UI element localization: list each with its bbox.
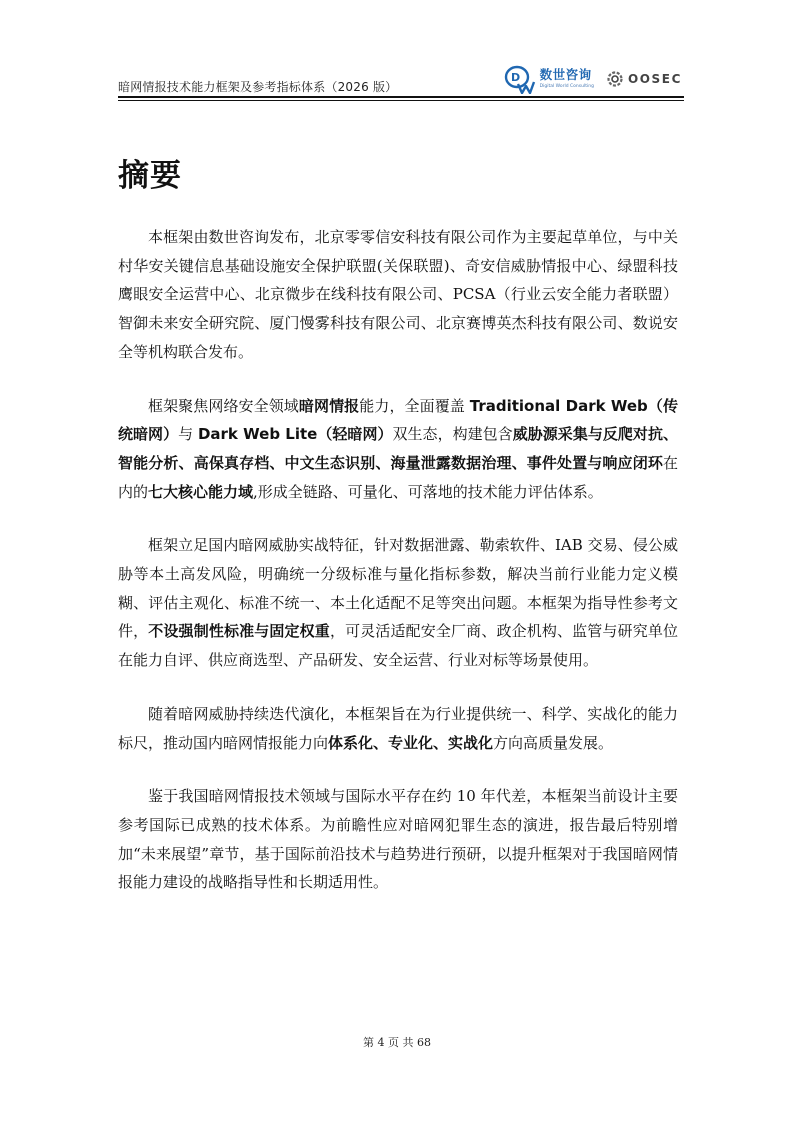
bold-text: 七大核心能力域 <box>148 482 254 501</box>
shushi-logo-subtitle: Digital World Consulting <box>539 83 594 89</box>
shushi-logo-name: 数世咨询 <box>539 67 592 82</box>
header-logos <box>504 62 682 96</box>
oosec-logo <box>606 70 682 88</box>
paragraph-text: ,形成全链路、可量化、可落地的技术能力评估体系。 <box>253 482 603 501</box>
bold-text: Traditional Dark Web（传统暗网） <box>118 396 678 444</box>
paragraph-text: 双生态，构建包含 <box>392 425 513 444</box>
abstract-paragraph <box>118 531 678 675</box>
shushi-logo-icon <box>504 64 538 94</box>
oosec-gear-icon <box>606 70 624 88</box>
bold-text: 体系化、专业化、实战化 <box>328 733 494 752</box>
abstract-body <box>118 223 678 897</box>
document-title: 暗网情报技术能力框架及参考指标体系（2026 版） <box>118 80 398 94</box>
paragraph-text: 本框架由数世咨询发布，北京零零信安科技有限公司作为主要起草单位，与中关村华安关键信息基础设施安全保护联盟(关保联盟)、奇安信威胁情报中心、绿盟科技鹰眼安全运营中心、北京微步在线科技有限公司、PCSA（行业云安全能力者联盟）智御未来安全研究院、厦门慢雾科技有限公司、北京赛博英杰科技有限公司、数说安全等机构联合发布。 <box>118 228 678 361</box>
paragraph-text: 框架立足国内暗网威胁实战特征，针对数据泄露、勒索软件、IAB 交易、侵公威胁等本土高发风险，明确统一分级标准与量化指标参数，解决当前行业能力定义模糊、评估主观化、标准不统一、本土化适配不足等突出问题。本框架为指导性参考文件， <box>118 536 678 641</box>
paragraph-text: 在内的 <box>118 453 678 501</box>
paragraph-text: ，可灵活适配安全厂商、政企机构、监管与研究单位在能力自评、供应商选型、产品研发、安全运营、行业对标等场景使用。 <box>118 622 678 670</box>
shushi-logo <box>504 64 594 94</box>
paragraph-text: 鉴于我国暗网情报技术领域与国际水平存在约 10 年代差，本框架当前设计主要参考国际已成熟的技术体系。为前瞻性应对暗网犯罪生态的演进，报告最后特别增加“未来展望”章节，基于国际前沿技术与趋势进行预研，以提升框架对于我国暗网情报能力建设的战略指导性和长期适用性。 <box>118 787 678 892</box>
oosec-logo-text: OOSEC <box>627 72 682 86</box>
paragraph-text: 能力，全面覆盖 <box>359 396 470 415</box>
header-rule-thick <box>118 96 684 98</box>
section-heading: 摘要 <box>118 158 182 194</box>
page-content <box>118 150 678 922</box>
bold-text: 暗网情报 <box>298 396 360 415</box>
header-rule-thin <box>118 100 684 101</box>
bold-text: 威胁源采集与反爬对抗、智能分析、高保真存档、中文生态识别、海量泄露数据治理、事件处置与响应闭环 <box>118 425 678 472</box>
paragraph-text: 随着暗网威胁持续迭代演化，本框架旨在为行业提供统一、科学、实战化的能力标尺，推动国内暗网情报能力向 <box>118 704 678 752</box>
abstract-paragraph <box>118 392 678 507</box>
abstract-paragraph <box>118 700 678 757</box>
abstract-paragraph <box>118 223 678 367</box>
bold-text: 不设强制性标准与固定权重 <box>148 622 330 641</box>
paragraph-text: 与 <box>178 425 198 444</box>
page-header <box>118 56 684 100</box>
page-number: 第 4 页 共 68 <box>363 1036 431 1049</box>
bold-text: Dark Web Lite（轻暗网） <box>197 425 393 444</box>
abstract-paragraph <box>118 782 678 897</box>
svg-text:D: D <box>510 71 520 84</box>
paragraph-text: 框架聚焦网络安全领域 <box>148 396 299 415</box>
paragraph-text: 方向高质量发展。 <box>493 733 614 752</box>
